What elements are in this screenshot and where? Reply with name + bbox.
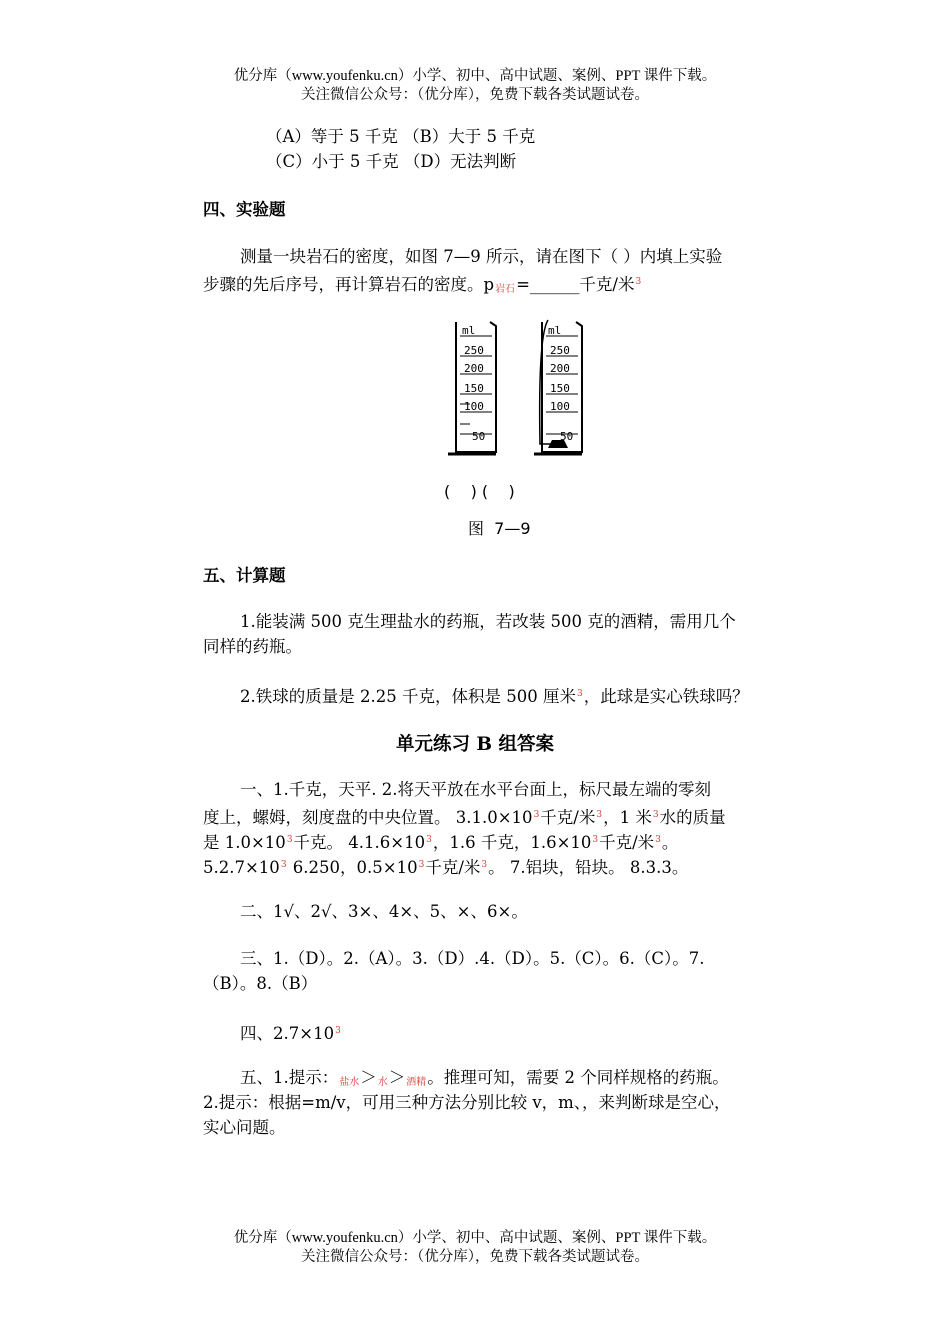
cyl1-tick-200: 200 (464, 362, 484, 375)
cyl1-tick-50: 50 (472, 430, 486, 443)
a4-text: 四、2.7×10 (240, 1024, 335, 1043)
footer-line-2: 关注微信公众号：（优分库），免费下载各类试题试卷。 (301, 1249, 649, 1265)
section5-q1-line-2: 同样的药瓶。 (203, 637, 302, 656)
sup-3: 3 (655, 835, 661, 845)
figure-7-9 (440, 316, 610, 546)
section5-heading: 五、计算题 (203, 566, 286, 585)
sup-3: 3 (286, 835, 293, 845)
section4-para-line-2 (203, 270, 642, 302)
cyl2-tick-250: 250 (550, 344, 570, 357)
options-row-1: （A）等于 5 千克 （B）大于 5 千克 (266, 127, 536, 146)
answer5-line-2: 2.提示：根据=m/v，可用三种方法分别比较 v，m、，来判断球是空心， (203, 1093, 731, 1112)
answer3-line-2: （B）。8.（B） (203, 974, 318, 993)
a1-l4-text-c: 千克/米 (425, 858, 481, 877)
cyl2-tick-150: 150 (550, 382, 570, 395)
a1-l3-text-d: 千克/米 (599, 833, 655, 852)
cyl1-tick-ml: ml (462, 324, 476, 337)
cyl2-tick-100: 100 (550, 400, 570, 413)
section4-blank: =______千克/米 (516, 275, 635, 294)
answer1-line-3 (203, 828, 678, 855)
answer4 (240, 1019, 342, 1046)
a1-l3-text-e: 。 (661, 833, 679, 852)
sup-3: 3 (592, 835, 599, 845)
a1-l2-text-b: 千克/米 (540, 808, 596, 827)
figure-caption: 图 7—9 (468, 519, 531, 538)
section5-q1-line-1: 1.能装满 500 克生理盐水的药瓶，若改装 500 克的酒精，需用几个 (240, 612, 736, 631)
answers-title: 单元练习 B 组答案 (395, 734, 555, 755)
gt-sign: ＞ (360, 1068, 377, 1087)
a5-text-a: 五、1.提示： (240, 1068, 339, 1087)
header-line-2: 关注微信公众号：（优分库），免费下载各类试题试卷。 (301, 87, 649, 103)
a1-l4-text-a: 5.2.7×10 (203, 858, 280, 877)
sup-3: 3 (481, 860, 488, 870)
a1-l3-text-c: ，1.6 千克，1.6×10 (432, 833, 592, 852)
sup-3: 3 (596, 810, 603, 820)
section5-q2 (240, 682, 749, 709)
a1-l4-text-b: 6.250，0.5×10 (287, 858, 418, 877)
answer5-line-3: 实心问题。 (203, 1118, 286, 1137)
figure-answer-blanks: ( ) ( ) (444, 482, 515, 501)
sup-3: 3 (418, 860, 425, 870)
a1-l2-text-c: ，1 米 (603, 808, 652, 827)
answer3-line-1: 三、1.（D）。2.（A）。3.（D）.4.（D）。5.（C）。6.（C）。7. (240, 949, 705, 968)
cyl1-tick-250: 250 (464, 344, 484, 357)
a1-l3-text-a: 是 1.0×10 (203, 833, 286, 852)
gt-sign: ＞ (388, 1068, 406, 1087)
a1-l2-text-a: 度上，螺姆，刻度盘的中央位置。 3.1.0×10 (203, 808, 533, 827)
answer1-line-4 (203, 853, 688, 880)
a5-text-b: 。推理可知，需要 2 个同样规格的药瓶。 (427, 1068, 729, 1087)
cyl1-tick-100: 100 (464, 400, 484, 413)
section4-para-line-1: 测量一块岩石的密度，如图 7—9 所示，请在图下（ ）内填上实验 (240, 247, 723, 266)
q2-text-end: ，此球是实心铁球吗？ (583, 687, 749, 706)
footer-line-1: 优分库（www.youfenku.cn）小学、初中、高中试题、案例、PPT 课件下载。 (233, 1230, 717, 1246)
a1-l2-text-d: 水的质量 (659, 808, 726, 827)
section4-heading: 四、实验题 (203, 200, 286, 219)
q2-superscript: 3 (576, 689, 583, 699)
answer1-line-2 (203, 803, 726, 830)
sup-3: 3 (335, 1026, 341, 1036)
cyl2-tick-ml: ml (548, 324, 562, 337)
sup-3: 3 (533, 810, 540, 820)
rho-water-sub: 水 (377, 1077, 388, 1088)
cyl2-tick-200: 200 (550, 362, 570, 375)
cubed-superscript: 3 (635, 277, 642, 287)
a1-l3-text-b: 千克。 4.1.6×10 (293, 833, 426, 852)
cylinders-drawing (440, 316, 610, 466)
sup-3: 3 (426, 835, 432, 845)
section4-text: 步骤的先后序号，再计算岩石的密度。p (203, 275, 495, 294)
answer1-line-1: 一、1.千克，天平. 2.将天平放在水平台面上，标尺最左端的零刻 (240, 780, 711, 799)
rho-alcohol-sub: 酒精 (406, 1077, 427, 1088)
rock-subscript: 岩石 (495, 284, 516, 295)
sup-3: 3 (280, 860, 287, 870)
answer2: 二、1√、2√、3×、4×、5、×、6×。 (240, 902, 528, 921)
cyl2-tick-50: 50 (560, 430, 574, 443)
sup-3: 3 (652, 810, 659, 820)
header-line-1: 优分库（www.youfenku.cn）小学、初中、高中试题、案例、PPT 课件下载。 (233, 68, 717, 84)
q2-text: 2.铁球的质量是 2.25 千克，体积是 500 厘米 (240, 687, 576, 706)
rho-saltwater-sub: 盐水 (339, 1077, 360, 1088)
cyl1-tick-150: 150 (464, 382, 484, 395)
options-row-2: （C）小于 5 千克 （D）无法判断 (266, 152, 517, 171)
a1-l4-text-d: 。 7.铝块，铅块。 8.3.3。 (488, 858, 689, 877)
